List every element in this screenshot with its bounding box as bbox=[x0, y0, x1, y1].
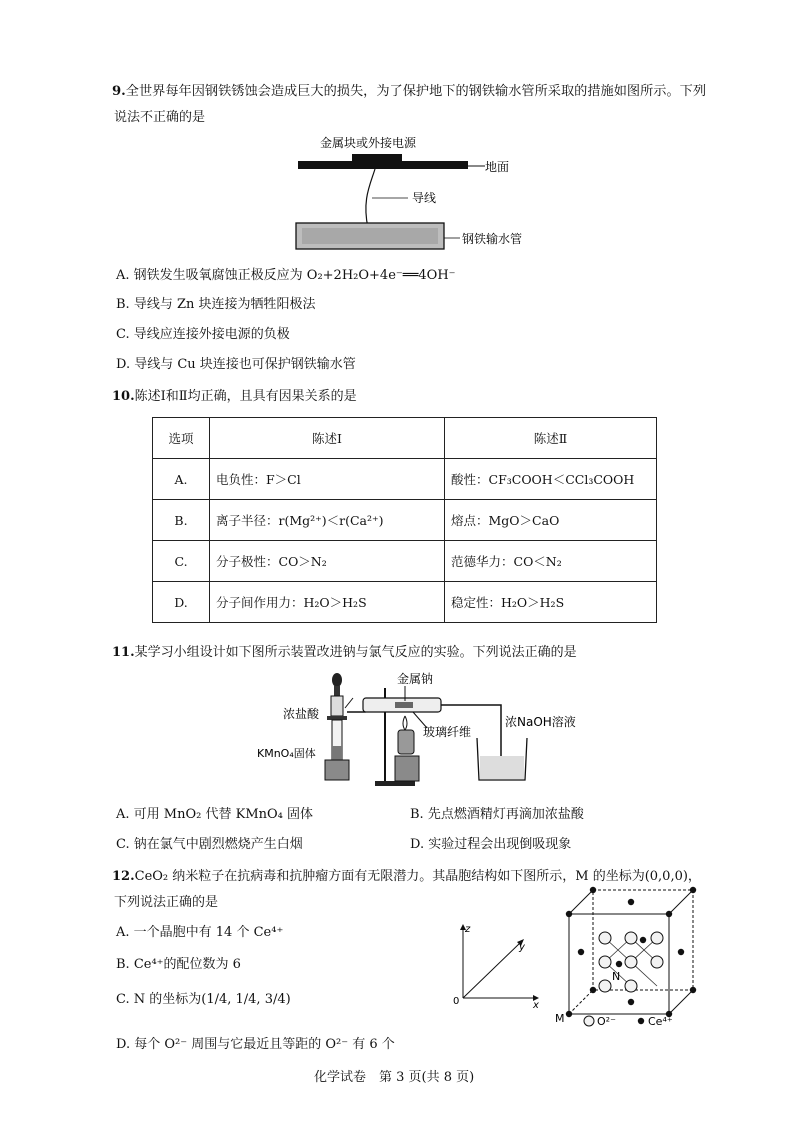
separatory-funnel bbox=[331, 696, 343, 716]
q12-option-a: A. 一个晶胞中有 14 个 Ce⁴⁺ bbox=[116, 925, 284, 940]
table-cell: 范德华力：CO＜N₂ bbox=[445, 541, 657, 582]
q11-label-fiber: 玻璃纤维 bbox=[423, 725, 472, 739]
table-cell: A. bbox=[153, 459, 210, 500]
q12-axes-figure bbox=[445, 920, 545, 1010]
q9-label-ground: 地面 bbox=[485, 160, 510, 174]
table-cell: 酸性：CF₃COOH＜CCl₃COOH bbox=[445, 459, 657, 500]
axis-z-label: z bbox=[465, 924, 471, 935]
wood-block-right bbox=[395, 756, 419, 781]
table-cell: D. bbox=[153, 582, 210, 623]
legend-o-label: O²⁻ bbox=[597, 1015, 616, 1028]
table-row bbox=[153, 500, 657, 541]
label-n: N bbox=[612, 970, 621, 983]
q9-label-pipe: 钢铁输水管 bbox=[462, 232, 523, 246]
q11-option-c: C. 钠在氯气中剧烈燃烧产生白烟 bbox=[116, 837, 303, 852]
axis-origin-label: 0 bbox=[453, 996, 460, 1007]
ground-bar bbox=[298, 161, 468, 169]
spirit-lamp bbox=[398, 730, 414, 754]
q11-apparatus-figure bbox=[255, 668, 585, 793]
q11-label-naoh: 浓NaOH溶液 bbox=[505, 715, 576, 729]
q12-stem-line1: 12.CeO₂ 纳米粒子在抗病毒和抗肿瘤方面有无限潜力。其晶胞结构如下图所示，M 的坐标为(0,0,0)， bbox=[112, 869, 701, 884]
table-row bbox=[153, 541, 657, 582]
axis-x-label: x bbox=[533, 1000, 539, 1010]
q9-option-c: C. 导线应连接外接电源的负极 bbox=[116, 327, 290, 342]
table-header-option: 选项 bbox=[153, 418, 210, 459]
table-row bbox=[153, 582, 657, 623]
q11-number: 11. bbox=[112, 645, 135, 660]
q11-option-a: A. 可用 MnO₂ 代替 KMnO₄ 固体 bbox=[116, 807, 313, 822]
page-footer: 化学试卷 第 3 页(共 8 页) bbox=[314, 1070, 475, 1085]
table-cell: B. bbox=[153, 500, 210, 541]
q12-option-b: B. Ce⁴⁺的配位数为 6 bbox=[116, 957, 241, 972]
table-header-statement2: 陈述Ⅱ bbox=[445, 418, 657, 459]
table-cell: 离子半径：r(Mg²⁺)＜r(Ca²⁺) bbox=[210, 500, 445, 541]
metal-block bbox=[352, 154, 402, 161]
q11-option-d: D. 实验过程会出现倒吸现象 bbox=[410, 837, 572, 852]
q12-crystal-cell bbox=[555, 880, 725, 1030]
q10-stem: 10.陈述Ⅰ和Ⅱ均正确，且具有因果关系的是 bbox=[112, 389, 357, 404]
wire bbox=[366, 169, 375, 228]
q10-table bbox=[152, 417, 657, 623]
label-m: M bbox=[555, 1012, 565, 1025]
table-cell: 稳定性：H₂O＞H₂S bbox=[445, 582, 657, 623]
q11-label-na: 金属钠 bbox=[397, 672, 434, 686]
q9-figure bbox=[290, 130, 590, 255]
table-cell: 分子极性：CO＞N₂ bbox=[210, 541, 445, 582]
table-cell: 电负性：F＞Cl bbox=[210, 459, 445, 500]
legend-o-swatch bbox=[584, 1016, 594, 1026]
q9-option-a: A. 钢铁发生吸氧腐蚀正极反应为 O₂+2H₂O+4e⁻══4OH⁻ bbox=[116, 268, 456, 283]
q12-stem-line2: 下列说法正确的是 bbox=[114, 895, 219, 910]
axis-y-label: y bbox=[519, 942, 525, 953]
legend-ce-swatch bbox=[638, 1018, 644, 1024]
table-header-row bbox=[153, 418, 657, 459]
q11-stem: 11.某学习小组设计如下图所示装置改进钠与氯气反应的实验。下列说法正确的是 bbox=[112, 645, 577, 660]
table-cell: C. bbox=[153, 541, 210, 582]
q11-label-kmno4: KMnO₄固体 bbox=[257, 747, 316, 760]
table-row bbox=[153, 459, 657, 500]
table-cell: 分子间作用力：H₂O＞H₂S bbox=[210, 582, 445, 623]
q12-option-d: D. 每个 O²⁻ 周围与它最近且等距的 O²⁻ 有 6 个 bbox=[116, 1037, 395, 1052]
wood-block-left bbox=[325, 760, 349, 780]
q9-stem-line2: 说法不正确的是 bbox=[114, 110, 206, 125]
q9-option-d: D. 导线与 Cu 块连接也可保护钢铁输水管 bbox=[116, 357, 356, 372]
q10-number: 10. bbox=[112, 389, 135, 404]
q12-number: 12. bbox=[112, 869, 135, 884]
q9-label-block: 金属块或外接电源 bbox=[320, 136, 417, 150]
legend-ce-label: Ce⁴⁺ bbox=[648, 1015, 673, 1028]
q9-stem-line1: 9.全世界每年因钢铁锈蚀会造成巨大的损失，为了保护地下的钢铁输水管所采取的措施如图所示。下列 bbox=[112, 84, 707, 99]
q9-number: 9. bbox=[112, 84, 126, 99]
q9-option-b: B. 导线与 Zn 块连接为牺牲阳极法 bbox=[116, 297, 316, 312]
table-cell: 熔点：MgO＞CaO bbox=[445, 500, 657, 541]
q11-option-b: B. 先点燃酒精灯再滴加浓盐酸 bbox=[410, 807, 584, 822]
q9-label-wire: 导线 bbox=[412, 191, 437, 205]
q11-label-hcl: 浓盐酸 bbox=[283, 707, 320, 721]
table-header-statement1: 陈述Ⅰ bbox=[210, 418, 445, 459]
q12-option-c: C. N 的坐标为(1/4, 1/4, 3/4) bbox=[116, 992, 291, 1007]
